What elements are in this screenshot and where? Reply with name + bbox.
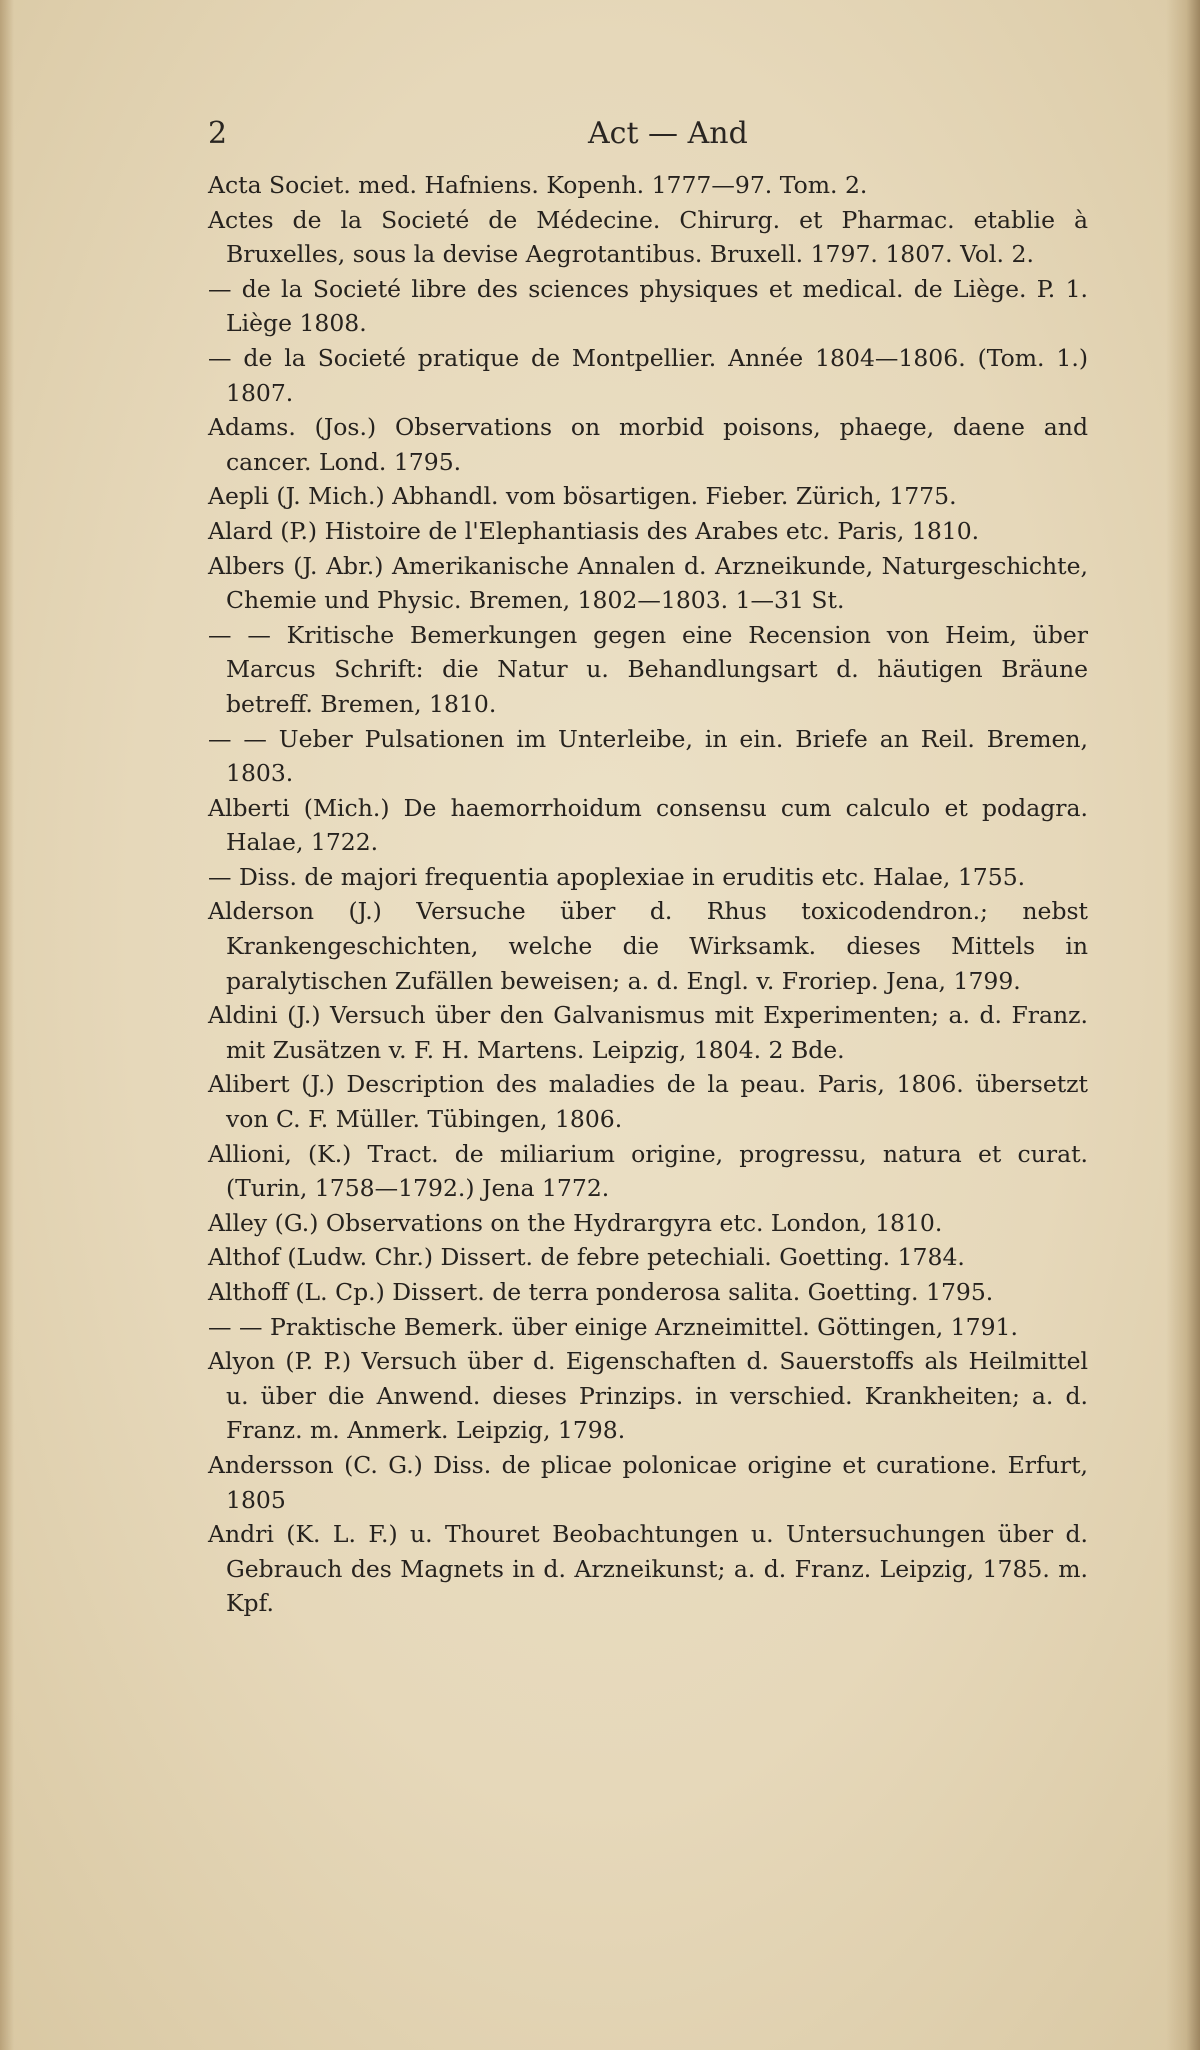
bibliography-entry: Alyon (P. P.) Versuch über d. Eigenschaften d. Sauerstoffs als Heilmittel u. über die Anwend. dieses Prinzips. in verschied. Krankheiten; a. d. Franz. m. Anmerk. Leipzig, 1798.: [208, 1347, 1088, 1445]
page-header: [208, 112, 1088, 162]
bibliography-entries: [208, 168, 1088, 1621]
bibliography-entry: Actes de la Societé de Médecine. Chirurg. et Pharmac. etablie à Bruxelles, sous la devise Aegrotantibus. Bruxell. 1797. 1807. Vol. 2.: [208, 205, 1088, 269]
bibliography-entry: Alley (G.) Observations on the Hydrargyra etc. London, 1810.: [208, 1208, 943, 1237]
bibliography-entry: Alibert (J.) Description des maladies de la peau. Paris, 1806. übersetzt von C. F. Müller. Tübingen, 1806.: [208, 1070, 1088, 1134]
page-right-edge-shadow: [1166, 0, 1200, 2050]
bibliography-entry: — — Kritische Bemerkungen gegen eine Recension von Heim, über Marcus Schrift: die Natur u. Behandlungsart d. häutigen Bräune betreff. Bremen, 1810.: [208, 620, 1088, 718]
bibliography-entry: Acta Societ. med. Hafniens. Kopenh. 1777—97. Tom. 2.: [208, 171, 868, 199]
bibliography-entry: Althoff (L. Cp.) Dissert. de terra ponderosa salita. Goetting. 1795.: [208, 1278, 994, 1306]
bibliography-entry: Althof (Ludw. Chr.) Dissert. de febre petechiali. Goetting. 1784.: [208, 1243, 965, 1272]
bibliography-entry: Aepli (J. Mich.) Abhandl. vom bösartigen. Fieber. Zürich, 1775.: [208, 482, 957, 511]
bibliography-entry: Alard (P.) Histoire de l'Elephantiasis des Arabes etc. Paris, 1810.: [208, 516, 980, 545]
bibliography-entry: Aldini (J.) Versuch über den Galvanismus mit Experimenten; a. d. Franz. mit Zusätzen v. F. H. Martens. Leipzig, 1804. 2 Bde.: [208, 1001, 1088, 1064]
bibliography-entry: Alderson (J.) Versuche über d. Rhus toxicodendron.; nebst Krankengeschichten, welche die Wirksamk. dieses Mittels in paralytischen Zufällen beweisen; a. d. Engl. v. Froriep. Jena, 1799.: [208, 897, 1088, 995]
bibliography-entry: — de la Societé pratique de Montpellier. Année 1804—1806. (Tom. 1.) 1807.: [208, 343, 1088, 407]
bibliography-entry: — Diss. de majori frequentia apoplexiae in eruditis etc. Halae, 1755.: [208, 862, 1026, 891]
bibliography-entry: Andersson (C. G.) Diss. de plicae polonicae origine et curatione. Erfurt, 1805: [208, 1450, 1088, 1514]
page-left-edge-shadow: [0, 0, 14, 2050]
bibliography-entry: — — Praktische Bemerk. über einige Arzneimittel. Göttingen, 1791.: [208, 1312, 1018, 1341]
bibliography-entry: Allioni, (K.) Tract. de miliarium origine, progressu, natura et curat. (Turin, 1758—1792.) Jena 1772.: [208, 1139, 1088, 1203]
bibliography-entry: — de la Societé libre des sciences physiques et medical. de Liège. P. 1. Liège 1808.: [208, 274, 1088, 338]
bibliography-entry: Adams. (Jos.) Observations on morbid poisons, phaege, daene and cancer. Lond. 1795.: [208, 413, 1088, 476]
page-number: 2: [208, 116, 228, 151]
bibliography-entry: Andri (K. L. F.) u. Thouret Beobachtungen u. Untersuchungen über d. Gebrauch des Magnets in d. Arzneikunst; a. d. Franz. Leipzig, 1785. m. Kpf.: [208, 1520, 1088, 1618]
bibliography-entry: — — Ueber Pulsationen im Unterleibe, in ein. Briefe an Reil. Bremen, 1803.: [208, 724, 1088, 788]
bibliography-entry: Alberti (Mich.) De haemorrhoidum consensu cum calculo et podagra. Halae, 1722.: [208, 793, 1088, 857]
bibliography-entry: Albers (J. Abr.) Amerikanische Annalen d. Arzneikunde, Naturgeschichte, Chemie und Physic. Bremen, 1802—1803. 1—31 St.: [208, 551, 1088, 615]
running-head: Act — And: [588, 116, 748, 151]
